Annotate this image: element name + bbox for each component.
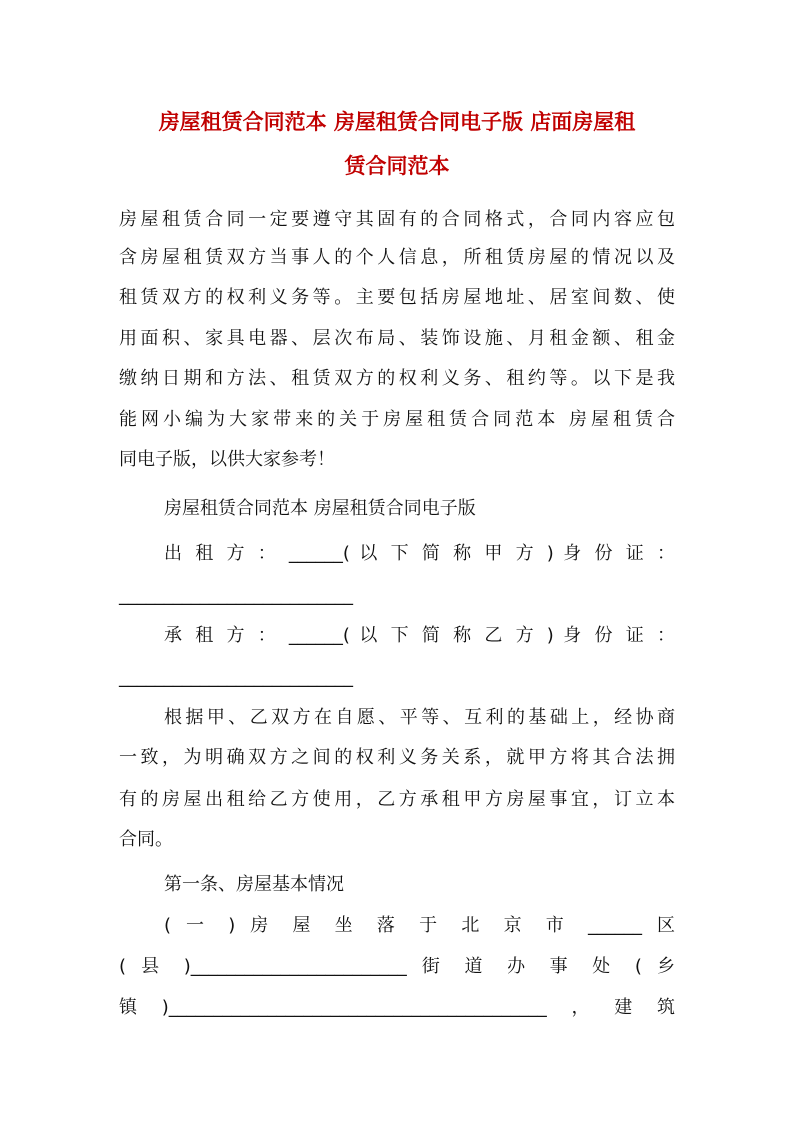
intro-line-1: 房屋租赁合同一定要遵守其固有的合同格式，合同内容应包 (119, 209, 675, 230)
lessee-line: 承 租 方 ： ______( 以 下 简 称 乙 方 ) 身 份 证 ： (164, 625, 675, 646)
intro-line-5: 缴纳日期和方法、租赁双方的权利义务、租约等。以下是我 (119, 368, 675, 389)
contract-subtitle: 房屋租赁合同范本 房屋租赁合同电子版 (164, 498, 476, 519)
intro-line-6: 能网小编为大家带来的关于房屋租赁合同范本 房屋租赁合 (119, 409, 675, 430)
title-line-2: 赁合同范本 (344, 153, 450, 178)
basis-line-1: 根据甲、乙双方在自愿、平等、互利的基础上，经协商 (164, 707, 675, 728)
title-line-1: 房屋租赁合同范本 房屋租赁合同电子版 店面房屋租 (158, 109, 636, 134)
lessor-id-blank: __________________________ (119, 585, 353, 606)
intro-line-3: 租赁双方的权利义务等。主要包括房屋地址、居室间数、使 (119, 287, 675, 308)
basis-line-2: 一致，为明确双方之间的权利义务关系，就甲方将其合法拥 (119, 747, 675, 768)
intro-line-4: 用面积、家具电器、层次布局、装饰设施、月租金额、租金 (119, 328, 675, 349)
basis-line-3: 有的房屋出租给乙方使用，乙方承租甲方房屋事宜，订立本 (119, 789, 675, 810)
lessee-id-blank: __________________________ (119, 667, 353, 688)
intro-line-7: 同电子版，以供大家参考！ (119, 449, 335, 470)
article-1-line-1: ( 一 ) 房 屋 坐 落 于 北 京 市 ______ 区 (164, 915, 675, 936)
article-1-line-2: ( 县 )________________________ 街 道 办 事 处 ( 乡 (119, 956, 675, 977)
article-1-line-3: 镇)__________________________________________，建筑 (119, 997, 675, 1018)
basis-line-4: 合同。 (119, 829, 173, 850)
lessor-line: 出 租 方 ： ______( 以 下 简 称 甲 方 ) 身 份 证 ： (164, 543, 675, 564)
intro-line-2: 含房屋租赁双方当事人的个人信息，所租赁房屋的情况以及 (119, 247, 675, 268)
document-title (100, 100, 694, 188)
article-1-heading: 第一条、房屋基本情况 (164, 874, 344, 895)
